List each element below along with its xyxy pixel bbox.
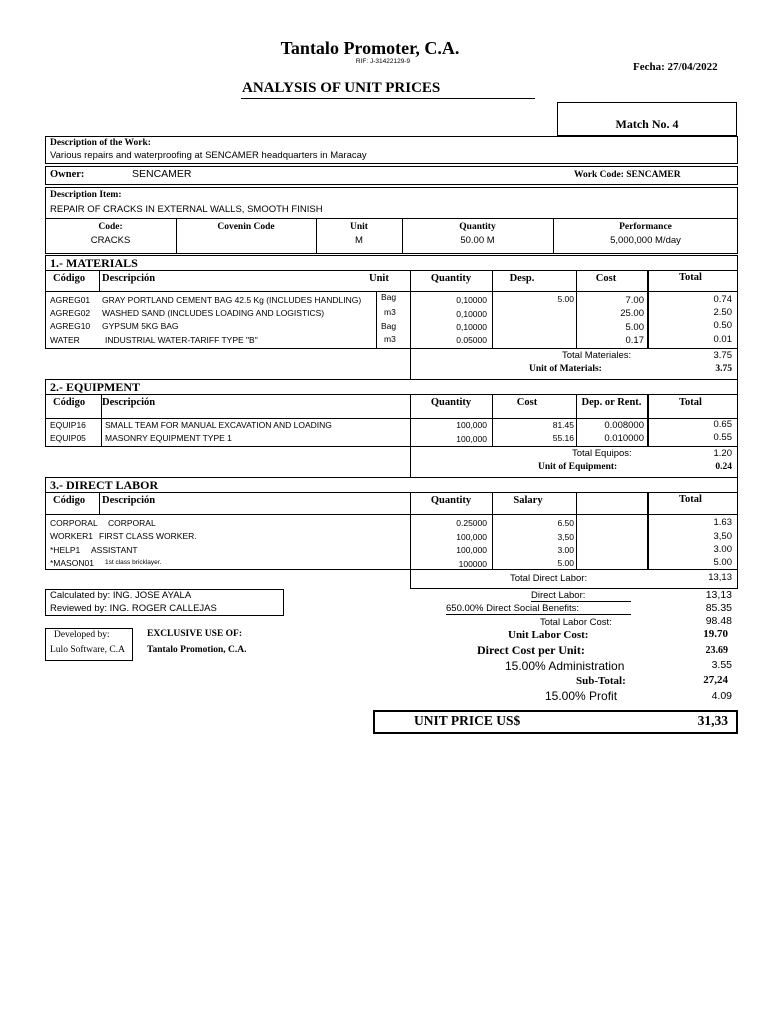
labor-total-value: 13,13: [708, 572, 732, 583]
materials-total-label: Total Materiales:: [562, 350, 632, 361]
company-name: Tantalo Promoter, C.A.: [280, 38, 460, 58]
materials-unit-value: 3.75: [715, 364, 732, 374]
table-row-cost: 7.00: [625, 295, 644, 306]
equipment-col-quantity: Quantity: [430, 397, 472, 408]
summary-social-benefits-label: 650.00% Direct Social Benefits:: [446, 603, 580, 614]
document-date: Fecha: 27/04/2022: [633, 61, 718, 73]
materials-col-total: Total: [679, 272, 702, 283]
table-row-total: 1.63: [713, 517, 732, 528]
table-row-code: WORKER1: [50, 531, 93, 541]
materials-total-value: 3.75: [713, 350, 732, 361]
table-row-dep: 0.008000: [604, 420, 644, 431]
owner-value: SENCAMER: [132, 168, 192, 180]
unit-label: Unit: [350, 222, 368, 232]
table-row-unit: m3: [384, 334, 396, 344]
equipment-col-total: Total: [679, 397, 702, 408]
item-description: REPAIR OF CRACKS IN EXTERNAL WALLS, SMOOTH FINISH: [50, 204, 323, 215]
rif-number: RIF: J-31422129-9: [355, 58, 411, 65]
summary-administration-label: 15.00% Administration: [505, 659, 625, 673]
unit-price-value: 31,33: [697, 713, 728, 728]
match-number: Match No. 4: [615, 117, 679, 131]
table-row-total: 0.74: [713, 294, 732, 305]
labor-col-description: Descripción: [102, 495, 156, 506]
calculated-by: Calculated by: ING. JOSE AYALA: [50, 590, 192, 601]
table-row-total: 0.65: [713, 419, 732, 430]
table-row-quantity: 100,000: [456, 545, 487, 555]
table-row-cost: 81.45: [552, 420, 574, 430]
summary-direct-cost-label: Direct Cost per Unit:: [477, 643, 585, 657]
equipment-col-cost: Cost: [516, 397, 538, 408]
performance-value: 5,000,000 M/day: [610, 235, 681, 246]
summary-social-benefits-value: 85.35: [705, 602, 732, 614]
quantity-value: 50.00 M: [460, 235, 495, 246]
labor-total-label: Total Direct Labor:: [510, 573, 588, 584]
summary-direct-cost-value: 23.69: [705, 645, 728, 656]
table-row-salary: 3.00: [557, 545, 574, 555]
table-row-cost: 0.17: [625, 335, 644, 346]
table-row-code: AGREG10: [50, 321, 91, 331]
table-row-unit: Bag: [381, 292, 397, 302]
table-row-code: AGREG01: [50, 295, 91, 305]
summary-administration-value: 3.55: [711, 659, 732, 671]
labor-col-total: Total: [679, 494, 702, 505]
unit-price-label: UNIT PRICE US$: [414, 713, 521, 728]
equipment-unit-value: 0.24: [715, 462, 732, 472]
quantity-label: Quantity: [459, 222, 496, 232]
table-row-cost: 5.00: [625, 322, 644, 333]
equipment-col-description: Descripción: [102, 397, 156, 408]
table-row-dep: 0.010000: [604, 433, 644, 444]
table-row-quantity: 100000: [458, 559, 487, 569]
table-row-desp: 5.00: [557, 294, 574, 304]
table-row-total: 0.50: [713, 320, 732, 331]
table-row-code: *HELP1: [50, 545, 81, 555]
work-code: Work Code: SENCAMER: [574, 170, 681, 180]
developed-by-label: Developed by:: [54, 630, 110, 640]
table-row-quantity: 0,10000: [456, 322, 487, 332]
equipment-total-label: Total Equipos:: [572, 448, 632, 459]
table-row-description: MASONRY EQUIPMENT TYPE 1: [105, 433, 232, 443]
equipment-col-code: Código: [53, 397, 86, 408]
owner-label: Owner:: [50, 169, 85, 180]
labor-col-salary: Salary: [513, 495, 543, 506]
exclusive-use-company: Tantalo Promotion, C.A.: [147, 645, 247, 655]
table-row-code: EQUIP05: [50, 433, 86, 443]
summary-direct-labor-value: 13,13: [705, 589, 732, 601]
table-row-quantity: 100,000: [456, 420, 487, 430]
summary-profit-value: 4.09: [711, 690, 732, 702]
materials-col-cost: Cost: [595, 273, 617, 284]
document-title: ANALYSIS OF UNIT PRICES: [242, 80, 441, 96]
table-row-quantity: 0.25000: [456, 518, 487, 528]
covenin-label: Covenin Code: [217, 222, 275, 232]
table-row-description: FIRST CLASS WORKER.: [99, 531, 197, 541]
work-description-label: Description of the Work:: [50, 138, 151, 148]
materials-col-unit: Unit: [369, 273, 389, 284]
equipment-section-title: 2.- EQUIPMENT: [50, 380, 140, 394]
materials-col-desp: Desp.: [509, 273, 535, 284]
code-label: Code:: [98, 222, 123, 232]
table-row-code: *MASON01: [50, 558, 94, 568]
item-divider: [45, 218, 738, 219]
table-row-unit: Bag: [381, 321, 397, 331]
table-row-cost: 55.16: [552, 433, 574, 443]
table-row-quantity: 100,000: [456, 434, 487, 444]
materials-section-title: 1.- MATERIALS: [50, 256, 138, 270]
table-row-total: 5.00: [713, 557, 732, 568]
table-row-description: SMALL TEAM FOR MANUAL EXCAVATION AND LOADING: [105, 420, 332, 430]
table-row-description: GYPSUM 5KG BAG: [102, 321, 179, 331]
table-row-salary: 5.00: [557, 558, 574, 568]
equipment-total-value: 1.20: [713, 448, 732, 459]
materials-col-code: Código: [53, 273, 86, 284]
summary-unit-labor-value: 19.70: [703, 628, 728, 640]
summary-direct-labor-label: Direct Labor:: [531, 590, 586, 601]
table-row-salary: 3,50: [557, 532, 574, 542]
summary-total-labor-label: Total Labor Cost:: [540, 617, 612, 628]
table-row-description: GRAY PORTLAND CEMENT BAG 42.5 Kg (INCLUDES HANDLING): [102, 295, 362, 305]
work-description: Various repairs and waterproofing at SENCAMER headquarters in Maracay: [50, 150, 367, 161]
exclusive-use-label: EXCLUSIVE USE OF:: [147, 629, 243, 639]
title-underline: [241, 98, 535, 99]
table-row-total: 0.01: [713, 334, 732, 345]
summary-total-labor-value: 98.48: [705, 615, 732, 627]
performance-label: Performance: [619, 222, 672, 232]
labor-col-quantity: Quantity: [430, 495, 472, 506]
materials-col-description: Descripción: [102, 273, 156, 284]
table-row-code: EQUIP16: [50, 420, 86, 430]
reviewed-by: Reviewed by: ING. ROGER CALLEJAS: [50, 603, 217, 614]
table-row-quantity: 0,10000: [456, 295, 487, 305]
table-row-code: AGREG02: [50, 308, 91, 318]
item-label: Description Item:: [50, 190, 122, 200]
table-row-total: 2.50: [713, 307, 732, 318]
labor-col-code: Código: [53, 495, 86, 506]
table-row-description: WASHED SAND (INCLUDES LOADING AND LOGISTICS): [102, 308, 325, 318]
unit-value: M: [355, 235, 363, 246]
table-row-salary: 6.50: [557, 518, 574, 528]
table-row-unit: m3: [384, 307, 396, 317]
materials-unit-label: Unit of Materials:: [529, 364, 602, 374]
materials-col-quantity: Quantity: [430, 273, 472, 284]
summary-unit-labor-label: Unit Labor Cost:: [508, 629, 589, 641]
developer-name: Lulo Software, C.A: [50, 645, 125, 655]
table-row-description: ASSISTANT: [91, 545, 138, 555]
summary-subtotal-value: 27,24: [703, 674, 728, 686]
code-value: CRACKS: [90, 235, 131, 246]
table-row-total: 3,50: [713, 531, 732, 542]
table-row-code: CORPORAL: [50, 518, 98, 528]
equipment-unit-label: Unit of Equipment:: [538, 462, 618, 472]
equipment-col-dep: Dep. or Rent.: [581, 397, 642, 408]
labor-section-title: 3.- DIRECT LABOR: [50, 478, 159, 492]
table-row-quantity: 0,10000: [456, 309, 487, 319]
table-row-quantity: 0.05000: [456, 335, 487, 345]
table-row-description: CORPORAL: [108, 518, 156, 528]
table-row-code: WATER: [50, 335, 80, 345]
table-row-total: 3.00: [713, 544, 732, 555]
table-row-total: 0.55: [713, 432, 732, 443]
table-row-description: INDUSTRIAL WATER-TARIFF TYPE "B": [105, 335, 258, 345]
table-row-quantity: 100,000: [456, 532, 487, 542]
table-row-cost: 25.00: [620, 308, 644, 319]
summary-profit-label: 15.00% Profit: [545, 689, 618, 703]
table-row-description: 1st class bricklayer.: [105, 559, 162, 566]
summary-subtotal-label: Sub-Total:: [576, 675, 626, 687]
